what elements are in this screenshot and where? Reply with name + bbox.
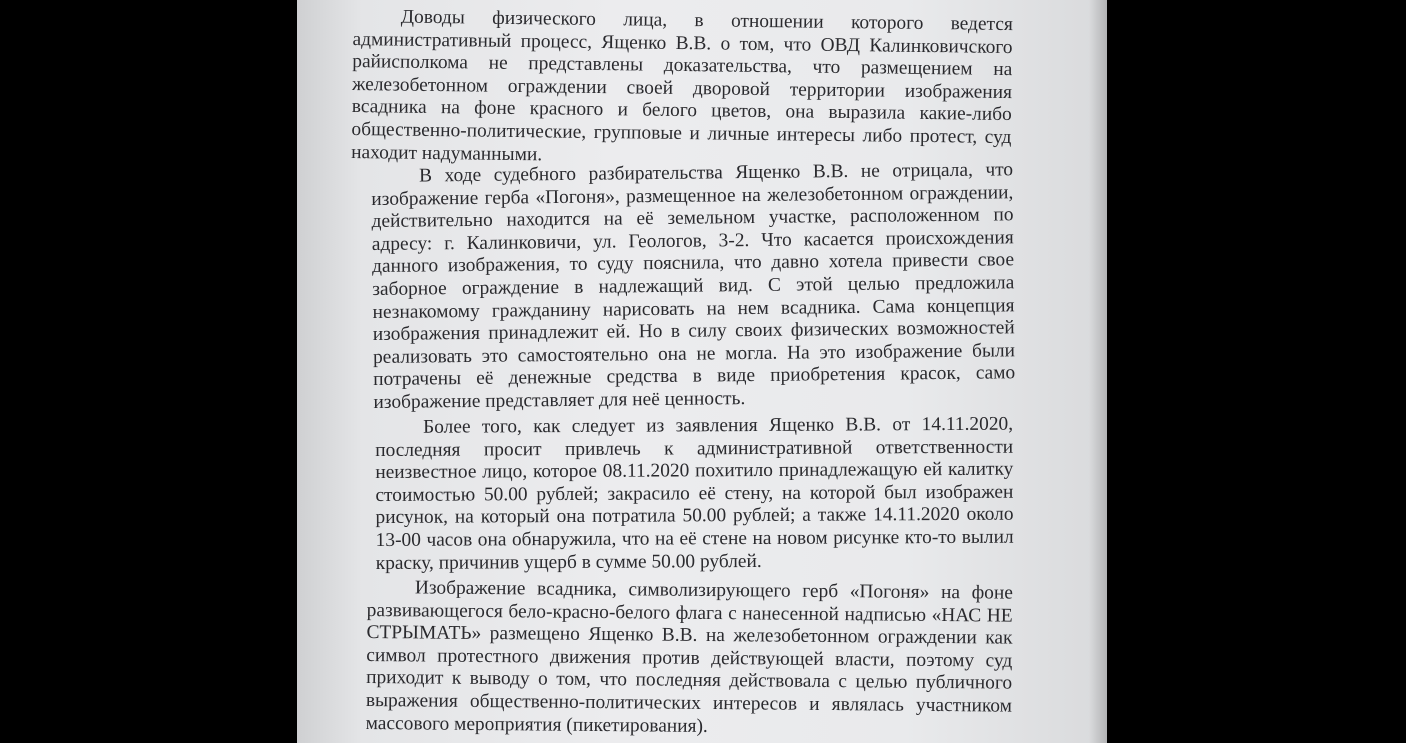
paragraph-conclusion: Изображение всадника, символизирующего герб «Погоня» на фоне развивающегося бело-красно-белого флага с нанесенной надписью «НАС НЕ СТРЫМАТЬ» размещено Ященко В.В. на железобетонном ограждении как символ протестного движения против действующей власти, поэтому суд приходит к выводу о том, что последняя действовала с целью публичного выражения общественно-политических интересов и являлась участником массового мероприятия (пикетирования). [365,577,1013,737]
document-page [297,0,1107,743]
paragraph-court-hearing: В ходе судебного разбирательства Ященко В.В. не отрицала, что изображение герба «Погоня», размещенное на железобетонном ограждении, действительно находится на её земельном участке, расположенном по адресу: г. Калинковичи, ул. Геологов, 3-2. Что касается происхождения данного изображения, то суду пояснила, что давно хотела привести свое заборное ограждение в надлежащий вид. С этой целью предложила незнакомому гражданину нарисовать на нем всадника. Сама концепция изображения принадлежит ей. Но в силу своих физических возможностей реализовать это самостоятельно она не могла. На это изображение были потрачены её денежные средства в виде приобретения красок, само изображение представляет для неё ценность. [371,159,1016,414]
paragraph-statement: Более того, как следует из заявления Ященко В.В. от 14.11.2020, последняя просит привлечь к административной ответственности неизвестное лицо, которое 08.11.2020 похитило принадлежащую ей калитку стоимостью 50.00 рублей; закрасило её стену, на которой был изображен рисунок, на который она потратила 50.00 рублей; а также 14.11.2020 около 13-00 часов она обнаружила, что на её стене на новом рисунке кто-то вылил краску, причинив ущерб в сумме 50.00 рублей. [375,413,1014,574]
page-edge-shadow [1089,0,1107,743]
document-body [351,6,1016,737]
paragraph-arguments: Доводы физического лица, в отношении которого ведется административный процесс, Ященко В.В. о том, что ОВД Калинковичского райисполкома не представлены доказательства, что размещением на железобетонном ограждении своей дворовой территории изображения всадника на фоне красного и белого цветов, она выразила какие-либо общественно-политические, групповые и личные интересы либо протест, суд находит надуманными. [351,6,1013,165]
